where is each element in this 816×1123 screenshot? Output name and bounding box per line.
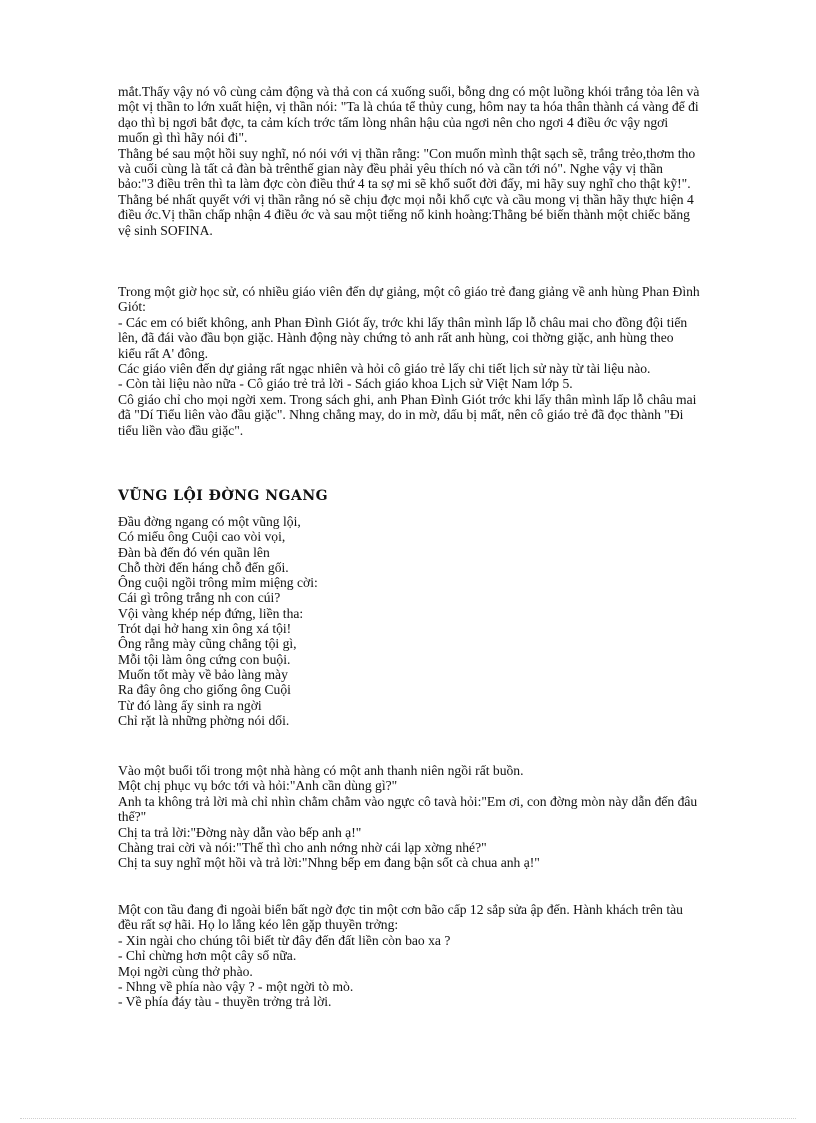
paragraph: - Nhng về phía nào vậy ? - một ngời tò mò.	[118, 979, 354, 995]
paragraph: mắt.Thấy vậy nó vô cùng cảm động và thả con cá xuống suối, bỗng dng có một luồng khói trắng tỏa lên và một vị thần to lớn xuất hiện, vị thần nói: "Ta là chúa tể thủy cung, hôm nay ta hóa thân thành cá vàng để đi dạo thì bị ngơi bắt đợc, ta cảm kích trớc tấm lòng nhân hậu của ngơi nên cho ngơi 4 điều ớc vậy ngơi muốn gì thì hãy nói đi".	[118, 84, 700, 146]
paragraph: - Chỉ chừng hơn một cây số nữa.	[118, 948, 297, 964]
paragraph: Một chị phục vụ bớc tới và hỏi:"Anh cần dùng gì?"	[118, 778, 398, 794]
poem-title: VŨNG LỘI ĐỜNG NGANG	[118, 488, 329, 504]
paragraph: Cô giáo chỉ cho mọi ngời xem. Trong sách ghi, anh Phan Đình Giót trớc khi lấy thân mình lấp lỗ châu mai đã "Dí Tiểu liên vào đầu giặc". Nhng chẳng may, do in mờ, dấu bị mất, nên cô giáo trẻ đã đọc thành "Đi tiểu liền vào đầu giặc".	[118, 391, 697, 438]
poem-line: Vội vàng khép nép đứng, liền tha:	[118, 605, 304, 621]
paragraph: Anh ta không trả lời mà chỉ nhìn chằm chằm vào ngực cô tavà hỏi:"Em ơi, con đờng mòn này dẫn đến đâu thế?"	[118, 793, 698, 825]
poem-line: Cái gì trông trắng nh con cúi?	[118, 590, 281, 606]
paragraph: Một con tầu đang đi ngoài biển bất ngờ đợc tin một cơn bão cấp 12 sắp sửa ập đến. Hành khách trên tàu đều rất sợ hãi. Họ lo lắng kéo lên gặp thuyền trởng:	[118, 902, 683, 933]
paragraph: Chàng trai cời và nói:"Thế thì cho anh nớng nhờ cái lạp xờng nhé?"	[118, 840, 487, 856]
poem-line: Ông cuội ngồi trông mỉm miệng cời:	[118, 575, 318, 591]
poem-line: Chỗ thời đến háng chỗ đến gối.	[118, 559, 289, 575]
paragraph: Các giáo viên đến dự giảng rất ngạc nhiên và hỏi cô giáo trẻ lấy chi tiết lịch sử này từ tài liệu nào.	[118, 361, 651, 377]
poem-line: Trót dại hở hang xin ông xá tội!	[118, 621, 292, 637]
paragraph: Chị ta suy nghĩ một hồi và trả lời:"Nhng bếp em đang bận sốt cà chua anh ạ!"	[118, 855, 540, 871]
story-golden-fish	[118, 84, 700, 238]
paragraph: Vào một buổi tối trong một nhà hàng có một anh thanh niên ngồi rất buồn.	[118, 763, 524, 778]
poem-line: Đầu đờng ngang có một vũng lội,	[118, 514, 301, 529]
paragraph: Chị ta trả lời:"Đờng này dẫn vào bếp anh ạ!"	[118, 824, 362, 840]
poem-line: Mỗi tội làm ông cứng con buội.	[118, 651, 291, 667]
poem	[118, 514, 518, 728]
poem-line: Có miếu ông Cuội cao vòi vọi,	[118, 529, 286, 545]
paragraph: Mọi ngời cùng thở phào.	[118, 963, 253, 979]
story-phan-dinh-giot	[118, 284, 700, 438]
poem-line: Từ đó làng ấy sinh ra ngời	[118, 697, 262, 713]
poem-line: Ra đây ông cho giống ông Cuội	[118, 682, 291, 698]
paragraph: Trong một giờ học sử, có nhiều giáo viên đến dự giảng, một cô giáo trẻ đang giảng về anh hùng Phan Đình Giót:	[118, 284, 700, 315]
paragraph: - Còn tài liệu nào nữa - Cô giáo trẻ trả lời - Sách giáo khoa Lịch sử Việt Nam lớp 5.	[118, 376, 573, 392]
poem-line: Ông rằng mày cũng chẳng tội gì,	[118, 636, 297, 652]
story-restaurant	[118, 763, 700, 871]
page-bottom-divider	[20, 1118, 796, 1119]
paragraph: - Về phía đáy tàu - thuyền trởng trả lời.	[118, 994, 332, 1010]
paragraph: Thằng bé sau một hồi suy nghĩ, nó nói với vị thần rằng: "Con muốn mình thật sạch sẽ, trắng trẻo,thơm tho và cuối cùng là tất cả đàn bà trênthế gian này đều phải yêu thích nó và cần tới nó". Nghe vậy vị thần bảo:"3 điều trên thì ta làm đợc còn điều thứ 4 ta sợ mi sẽ khổ suốt đời đấy, mi hãy suy nghĩ cho thật kỹ!". Thằng bé nhất quyết với vị thần rằng nó sẽ chịu đợc mọi nỗi khổ cực và cầu mong vị thần hãy thực hiện 4 điều ớc.Vị thần chấp nhận 4 điều ớc và sau một tiếng nổ kinh hoàng:Thằng bé biến thành một chiếc băng vệ sinh SOFINA.	[118, 145, 696, 238]
poem-line: Muốn tốt mày về bảo làng mày	[118, 666, 288, 682]
story-ship	[118, 902, 700, 1010]
paragraph: - Xin ngài cho chúng tôi biết từ đây đến đất liền còn bao xa ?	[118, 932, 451, 948]
poem-line: Đàn bà đến đó vén quần lên	[118, 544, 270, 560]
poem-line: Chỉ rặt là những phờng nói dối.	[118, 712, 290, 728]
paragraph: - Các em có biết không, anh Phan Đình Giót ấy, trớc khi lấy thân mình lấp lỗ châu mai cho đồng đội tiến lên, đã đái vào đầu bọn giặc. Hành động này chứng tỏ anh rất anh hùng, coi thờng giặc, anh hùng theo kiểu rất A' đông.	[118, 314, 688, 361]
